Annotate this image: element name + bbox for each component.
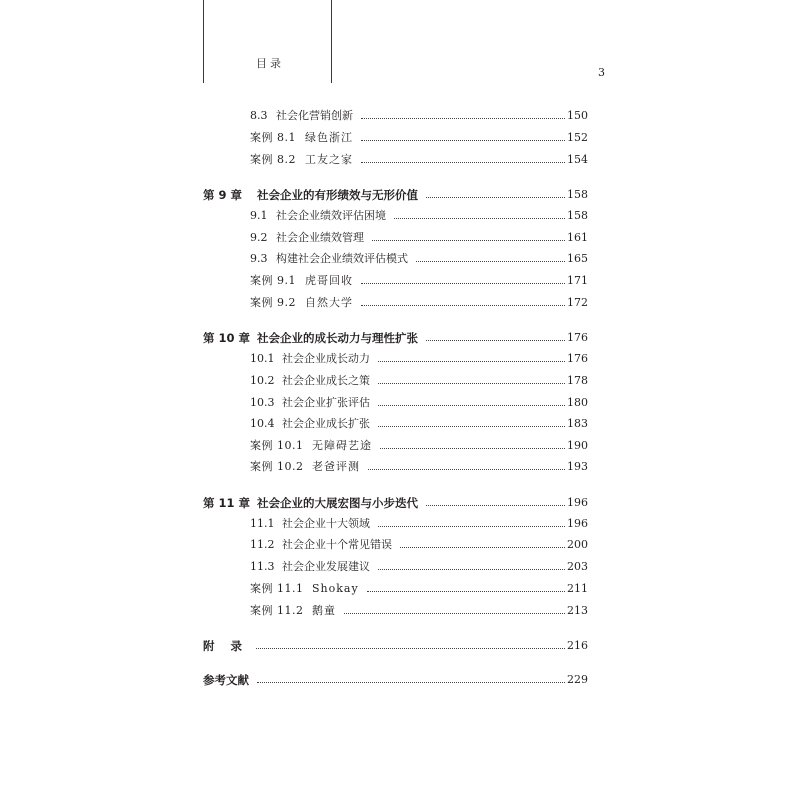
toc-chapter [203, 493, 588, 513]
dot-leader [378, 526, 565, 527]
toc-entry-number: 10.4 [250, 417, 275, 430]
toc-entry-title: 构建社会企业绩效评估模式 [276, 252, 408, 265]
toc-entry-page: 200 [567, 538, 588, 551]
toc-entry-title: 社会企业成长之策 [282, 374, 370, 387]
dot-leader [378, 361, 565, 362]
toc-entry [250, 579, 588, 599]
toc-entry-title: 虎哥回收 [305, 274, 353, 287]
toc-entry [250, 128, 588, 148]
toc-chapter-page: 229 [567, 673, 588, 686]
toc-entry-title: 社会企业成长动力 [282, 352, 370, 365]
toc-entry [250, 150, 588, 170]
toc-entry-page: 171 [567, 274, 588, 287]
toc-entry-number: 10.1 [250, 352, 275, 365]
toc-entry-number: 案例 8.1 [250, 131, 296, 144]
dot-leader [368, 469, 565, 470]
toc-entry [250, 349, 588, 369]
toc-entry-number: 案例 9.2 [250, 296, 296, 309]
toc-entry-page: 211 [567, 582, 588, 595]
dot-leader [416, 261, 565, 262]
toc-entry [250, 601, 588, 621]
dot-leader [361, 162, 565, 163]
toc-entry-page: 203 [567, 560, 588, 573]
toc-entry-page: 161 [567, 231, 588, 244]
toc-entry-title: 绿色浙江 [305, 131, 353, 144]
toc-entry-page: 213 [567, 604, 588, 617]
toc-entry-page: 172 [567, 296, 588, 309]
toc-entry-number: 11.3 [250, 560, 275, 573]
toc-entry-number: 案例 11.1 [250, 582, 304, 595]
dot-leader [426, 505, 565, 506]
page-number: 3 [598, 66, 605, 79]
toc-entry-number: 案例 10.2 [250, 460, 304, 473]
toc-chapter-page: 196 [567, 496, 588, 509]
toc-entry-page: 165 [567, 252, 588, 265]
toc-entry [250, 206, 588, 226]
toc-entry-title: 社会企业绩效评估困境 [276, 209, 386, 222]
toc-entry-title: 社会企业十个常见错误 [282, 538, 392, 551]
dot-leader [367, 591, 565, 592]
toc-entry [250, 293, 588, 313]
toc-entry [250, 393, 588, 413]
toc-entry-page: 193 [567, 460, 588, 473]
toc-entry-title: 社会企业成长扩张 [282, 417, 370, 430]
toc-entry-title: 无障碍艺途 [312, 439, 372, 452]
toc-entry-title: 社会企业绩效管理 [276, 231, 364, 244]
toc-entry-title: 自然大学 [305, 296, 353, 309]
toc-chapter-title: 参考文献 [203, 673, 249, 687]
dot-leader [378, 405, 565, 406]
toc-entry [250, 457, 588, 477]
dot-leader [361, 283, 565, 284]
toc-entry-title: 老爸评测 [312, 460, 360, 473]
toc-appendix [203, 636, 588, 656]
toc-chapter [203, 328, 588, 348]
toc-entry [250, 371, 588, 391]
toc-entry [250, 228, 588, 248]
dot-leader [361, 140, 565, 141]
dot-leader [400, 547, 565, 548]
toc-entry-number: 10.2 [250, 374, 275, 387]
toc-entry [250, 106, 588, 126]
dot-leader [426, 340, 565, 341]
toc-entry-page: 176 [567, 352, 588, 365]
dot-leader [380, 448, 565, 449]
toc-entry-page: 183 [567, 417, 588, 430]
toc-entry-number: 9.1 [250, 209, 268, 222]
toc-entry-number: 案例 11.2 [250, 604, 304, 617]
dot-leader [394, 218, 565, 219]
toc-entry-title: 社会化营销创新 [276, 109, 353, 122]
margin-line-right [331, 0, 332, 83]
toc-entry [250, 535, 588, 555]
toc-entry-page: 152 [567, 131, 588, 144]
toc-entry-number: 8.3 [250, 109, 268, 122]
toc-chapter-title: 社会企业的成长动力与理性扩张 [257, 331, 418, 345]
dot-leader [372, 240, 565, 241]
toc-entry-number: 案例 9.1 [250, 274, 296, 287]
toc-chapter-page: 158 [567, 188, 588, 201]
toc-entry-number: 案例 8.2 [250, 153, 296, 166]
toc-chapter-page: 216 [567, 639, 588, 652]
toc-chapter-title: 社会企业的大展宏图与小步迭代 [257, 496, 418, 510]
dot-leader [256, 648, 565, 649]
dot-leader [361, 305, 565, 306]
toc-chapter-title: 社会企业的有形绩效与无形价值 [257, 188, 418, 202]
toc-entry-page: 158 [567, 209, 588, 222]
toc-entry-number: 11.1 [250, 517, 275, 530]
toc-entry-page: 178 [567, 374, 588, 387]
dot-leader [426, 197, 565, 198]
toc-entry-number: 案例 10.1 [250, 439, 304, 452]
toc-entry-number: 9.2 [250, 231, 268, 244]
toc-entry-title: Shokay [312, 582, 359, 595]
toc-entry-page: 154 [567, 153, 588, 166]
page-header-title: 目录 [256, 57, 284, 70]
toc-chapter-title: 附 录 [203, 639, 249, 653]
toc-chapter-number: 第 9 章 [203, 188, 243, 202]
toc-entry-page: 150 [567, 109, 588, 122]
toc-references [203, 670, 588, 690]
dot-leader [257, 682, 565, 683]
toc-entry [250, 271, 588, 291]
toc-entry-title: 社会企业发展建议 [282, 560, 370, 573]
dot-leader [344, 613, 565, 614]
toc-entry-title: 社会企业扩张评估 [282, 396, 370, 409]
dot-leader [378, 426, 565, 427]
margin-line-left [203, 0, 204, 83]
toc-chapter-number: 第 10 章 [203, 331, 251, 345]
dot-leader [378, 383, 565, 384]
toc-chapter [203, 185, 588, 205]
toc-entry-page: 196 [567, 517, 588, 530]
toc-entry [250, 557, 588, 577]
toc-entry [250, 249, 588, 269]
toc-entry-number: 11.2 [250, 538, 275, 551]
toc-entry-number: 9.3 [250, 252, 268, 265]
toc-entry-title: 工友之家 [305, 153, 353, 166]
toc-chapter-number: 第 11 章 [203, 496, 251, 510]
toc-chapter-page: 176 [567, 331, 588, 344]
toc-entry [250, 436, 588, 456]
toc-entry [250, 514, 588, 534]
toc-entry-page: 190 [567, 439, 588, 452]
toc-entry-number: 10.3 [250, 396, 275, 409]
toc-entry-title: 鹅童 [312, 604, 336, 617]
dot-leader [378, 569, 565, 570]
dot-leader [361, 118, 565, 119]
toc-entry-title: 社会企业十大领域 [282, 517, 370, 530]
toc-entry [250, 414, 588, 434]
toc-entry-page: 180 [567, 396, 588, 409]
